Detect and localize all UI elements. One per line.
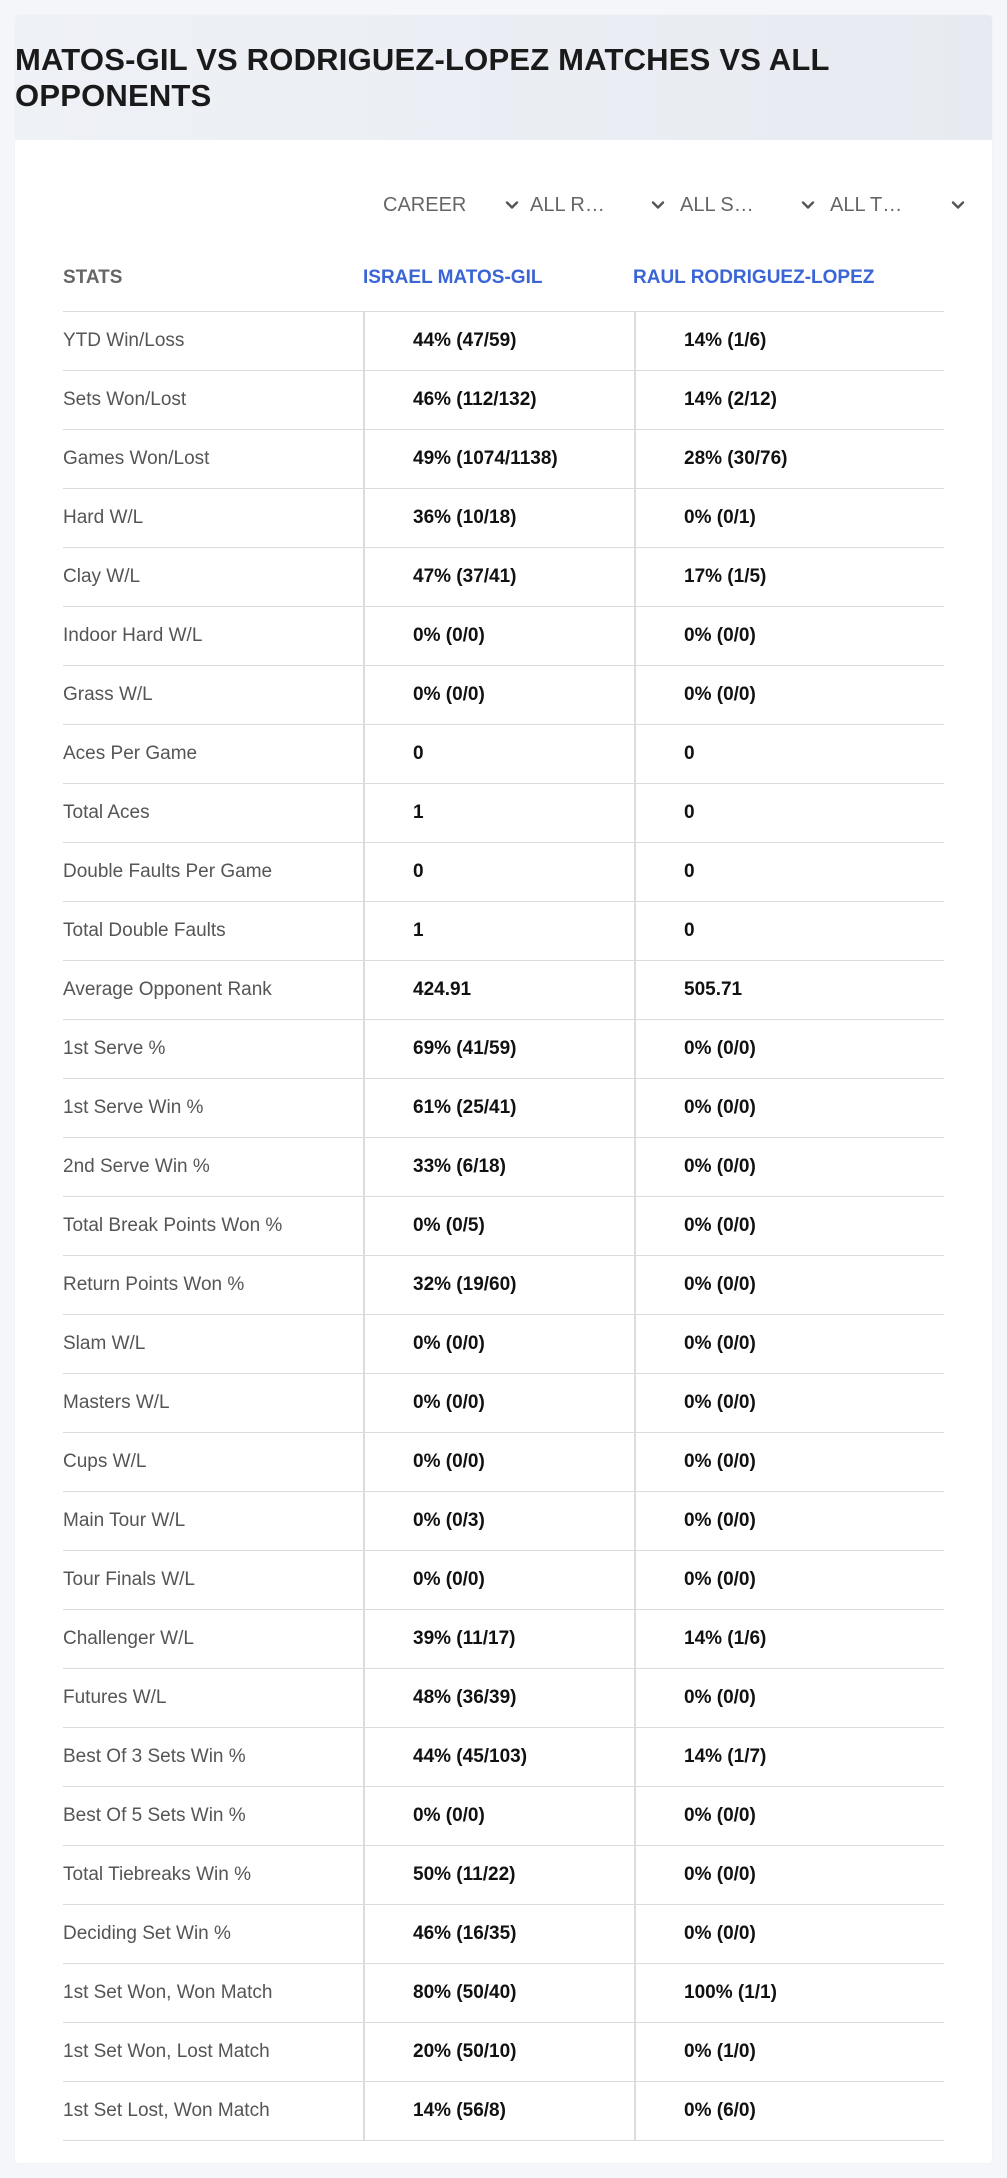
- player2-value: 0% (0/0): [634, 1315, 944, 1373]
- player1-value: 69% (41/59): [363, 1020, 634, 1078]
- player1-value: 0% (0/0): [363, 607, 634, 665]
- player2-value: 0: [634, 902, 944, 960]
- stat-label: Best Of 3 Sets Win %: [63, 1746, 246, 1767]
- stat-label: 1st Set Won, Lost Match: [63, 2041, 270, 2062]
- table-row: [63, 1728, 944, 1787]
- player1-value: 0: [363, 725, 634, 783]
- stat-label: Futures W/L: [63, 1687, 167, 1708]
- table-row: [63, 666, 944, 725]
- table-row: [63, 1787, 944, 1846]
- table-row: [63, 784, 944, 843]
- player1-value: 424.91: [363, 961, 634, 1019]
- player1-value: 0% (0/5): [363, 1197, 634, 1255]
- table-header: [63, 248, 944, 308]
- player2-value: 0% (0/0): [634, 1433, 944, 1491]
- player1-value: 80% (50/40): [363, 1964, 634, 2022]
- player1-value: 1: [363, 784, 634, 842]
- stat-label: Hard W/L: [63, 507, 144, 528]
- stat-label: Average Opponent Rank: [63, 979, 272, 1000]
- table-row: [63, 1020, 944, 1079]
- player2-value: 100% (1/1): [634, 1964, 944, 2022]
- table-row: [63, 2082, 944, 2141]
- stat-label: Challenger W/L: [63, 1628, 194, 1649]
- filter-tournaments-select[interactable]: [816, 185, 966, 225]
- stat-label: 1st Serve %: [63, 1038, 166, 1059]
- player1-value: 36% (10/18): [363, 489, 634, 547]
- table-row: [63, 961, 944, 1020]
- filter-tournaments-label: ALL T…: [830, 193, 903, 216]
- table-row: [63, 1905, 944, 1964]
- stat-label: 1st Set Won, Won Match: [63, 1982, 273, 2003]
- table-row: [63, 725, 944, 784]
- stat-label: Return Points Won %: [63, 1274, 245, 1295]
- table-row: [63, 607, 944, 666]
- table-row: [63, 1197, 944, 1256]
- player1-value: 46% (16/35): [363, 1905, 634, 1963]
- player2-value: 0% (0/0): [634, 1787, 944, 1845]
- player2-value: 0: [634, 843, 944, 901]
- stat-label: Aces Per Game: [63, 743, 198, 764]
- stat-label: Games Won/Lost: [63, 448, 210, 469]
- player1-value: 48% (36/39): [363, 1669, 634, 1727]
- table-row: [63, 1669, 944, 1728]
- stat-label: 1st Set Lost, Won Match: [63, 2100, 270, 2121]
- table-row: [63, 1551, 944, 1610]
- player2-value: 0% (0/0): [634, 1492, 944, 1550]
- table-row: [63, 1846, 944, 1905]
- player2-link[interactable]: RAUL RODRIGUEZ-LOPEZ: [633, 267, 875, 288]
- stat-label: Masters W/L: [63, 1392, 170, 1413]
- stats-table: [63, 311, 944, 2141]
- filter-rounds-select[interactable]: [520, 185, 666, 225]
- stat-label: Deciding Set Win %: [63, 1923, 231, 1944]
- player2-value: 0% (0/0): [634, 1256, 944, 1314]
- table-row: [63, 489, 944, 548]
- table-row: [63, 371, 944, 430]
- title-bar: [15, 15, 992, 140]
- table-row: [63, 902, 944, 961]
- filter-bar: [368, 185, 966, 225]
- stat-label: Tour Finals W/L: [63, 1569, 195, 1590]
- player1-value: 0% (0/0): [363, 666, 634, 724]
- stat-label: Total Break Points Won %: [63, 1215, 283, 1236]
- player1-value: 44% (45/103): [363, 1728, 634, 1786]
- table-row: [63, 1256, 944, 1315]
- player2-value: 505.71: [634, 961, 944, 1019]
- player1-value: 47% (37/41): [363, 548, 634, 606]
- player2-value: 0% (0/0): [634, 1020, 944, 1078]
- player1-link[interactable]: ISRAEL MATOS-GIL: [363, 267, 543, 288]
- player1-value: 0% (0/0): [363, 1551, 634, 1609]
- player2-value: 0% (0/0): [634, 1905, 944, 1963]
- player1-value: 61% (25/41): [363, 1079, 634, 1137]
- player2-value: 0% (0/0): [634, 1669, 944, 1727]
- stats-column-header: STATS: [63, 267, 123, 288]
- player2-value: 0% (0/0): [634, 666, 944, 724]
- table-row: [63, 1138, 944, 1197]
- player1-value: 49% (1074/1138): [363, 430, 634, 488]
- table-row: [63, 1492, 944, 1551]
- stat-label: 1st Serve Win %: [63, 1097, 204, 1118]
- table-row: [63, 843, 944, 902]
- player1-value: 0% (0/0): [363, 1315, 634, 1373]
- player2-value: 17% (1/5): [634, 548, 944, 606]
- player1-value: 33% (6/18): [363, 1138, 634, 1196]
- player1-value: 44% (47/59): [363, 312, 634, 370]
- filter-period-select[interactable]: [368, 185, 520, 225]
- player2-value: 0% (1/0): [634, 2023, 944, 2081]
- player1-value: 20% (50/10): [363, 2023, 634, 2081]
- stat-label: Total Aces: [63, 802, 150, 823]
- stat-label: Cups W/L: [63, 1451, 147, 1472]
- chevron-down-icon: [504, 197, 520, 213]
- filter-surfaces-label: ALL S…: [680, 193, 754, 216]
- stat-label: Indoor Hard W/L: [63, 625, 203, 646]
- player2-value: 14% (2/12): [634, 371, 944, 429]
- stat-label: Double Faults Per Game: [63, 861, 273, 882]
- stats-card: [15, 15, 992, 2163]
- player2-value: 0: [634, 784, 944, 842]
- stat-label: YTD Win/Loss: [63, 330, 185, 351]
- table-row: [63, 1433, 944, 1492]
- player1-value: 46% (112/132): [363, 371, 634, 429]
- filter-surfaces-select[interactable]: [666, 185, 816, 225]
- player2-value: 0% (0/0): [634, 1197, 944, 1255]
- table-row: [63, 430, 944, 489]
- table-row: [63, 2023, 944, 2082]
- stat-label: 2nd Serve Win %: [63, 1156, 210, 1177]
- table-row: [63, 1610, 944, 1669]
- player2-value: 0% (0/0): [634, 1079, 944, 1137]
- player1-value: 0: [363, 843, 634, 901]
- player1-value: 1: [363, 902, 634, 960]
- table-row: [63, 312, 944, 371]
- player2-value: 28% (30/76): [634, 430, 944, 488]
- table-row: [63, 1374, 944, 1433]
- chevron-down-icon: [650, 197, 666, 213]
- player1-value: 50% (11/22): [363, 1846, 634, 1904]
- table-row: [63, 1964, 944, 2023]
- stat-label: Sets Won/Lost: [63, 389, 187, 410]
- stat-label: Best Of 5 Sets Win %: [63, 1805, 246, 1826]
- player2-value: 0% (0/0): [634, 1551, 944, 1609]
- player2-value: 0% (0/0): [634, 1374, 944, 1432]
- player1-value: 39% (11/17): [363, 1610, 634, 1668]
- table-row: [63, 548, 944, 607]
- stat-label: Clay W/L: [63, 566, 141, 587]
- stat-label: Slam W/L: [63, 1333, 146, 1354]
- player2-value: 0% (0/0): [634, 607, 944, 665]
- filter-rounds-label: ALL R…: [530, 193, 605, 216]
- stat-label: Main Tour W/L: [63, 1510, 186, 1531]
- page-title: MATOS-GIL VS RODRIGUEZ-LOPEZ MATCHES VS ALL OPPONENTS: [15, 41, 830, 113]
- player2-value: 0% (0/0): [634, 1138, 944, 1196]
- stat-label: Grass W/L: [63, 684, 153, 705]
- player2-value: 0% (6/0): [634, 2082, 944, 2140]
- player1-value: 14% (56/8): [363, 2082, 634, 2140]
- player1-value: 0% (0/0): [363, 1433, 634, 1491]
- stat-label: Total Double Faults: [63, 920, 226, 941]
- player2-value: 14% (1/7): [634, 1728, 944, 1786]
- table-row: [63, 1315, 944, 1374]
- player1-value: 0% (0/3): [363, 1492, 634, 1550]
- filter-period-label: CAREER: [383, 193, 467, 216]
- table-row: [63, 1079, 944, 1138]
- player2-value: 14% (1/6): [634, 1610, 944, 1668]
- stat-label: Total Tiebreaks Win %: [63, 1864, 251, 1885]
- player2-value: 0: [634, 725, 944, 783]
- player1-value: 32% (19/60): [363, 1256, 634, 1314]
- chevron-down-icon: [950, 197, 966, 213]
- player1-value: 0% (0/0): [363, 1787, 634, 1845]
- player2-value: 14% (1/6): [634, 312, 944, 370]
- player1-value: 0% (0/0): [363, 1374, 634, 1432]
- player2-value: 0% (0/0): [634, 1846, 944, 1904]
- chevron-down-icon: [800, 197, 816, 213]
- player2-value: 0% (0/1): [634, 489, 944, 547]
